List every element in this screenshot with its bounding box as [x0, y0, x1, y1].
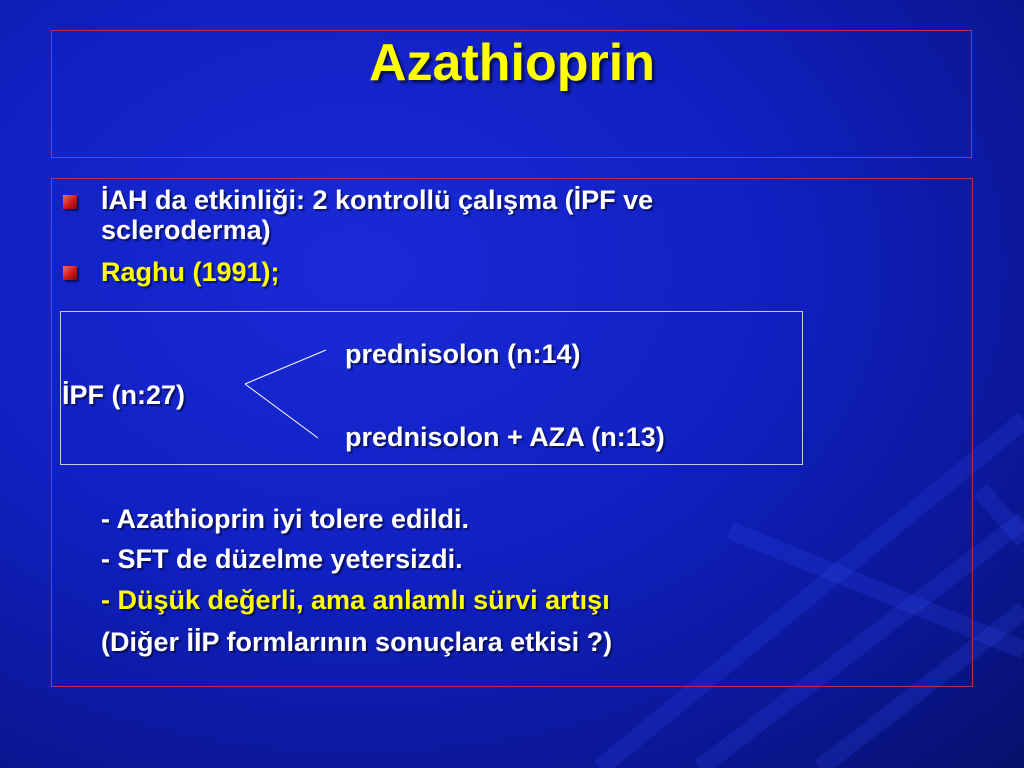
diagram-branch-bottom: prednisolon + AZA (n:13)	[345, 422, 665, 452]
slide-title: Azathioprin	[369, 34, 655, 92]
finding-line: - Azathioprin iyi tolere edildi.	[101, 504, 470, 534]
finding-line-note: (Diğer İİP formlarının sonuçlara etkisi ?)	[101, 627, 613, 657]
bullet-text-line1: İAH da etkinliği: 2 kontrollü çalışma (İPF ve	[101, 185, 654, 215]
bullet-text-raghu: Raghu (1991);	[101, 257, 280, 287]
finding-line-highlight: - Düşük değerli, ama anlamlı sürvi artışı	[101, 585, 610, 615]
diagram-branch-top: prednisolon (n:14)	[345, 339, 581, 369]
bullet-text-line2: scleroderma)	[101, 215, 271, 245]
bullet-icon	[63, 195, 77, 209]
diagram-root: İPF (n:27)	[62, 380, 186, 410]
bullet-icon	[63, 266, 77, 280]
finding-line: - SFT de düzelme yetersizdi.	[101, 544, 463, 574]
